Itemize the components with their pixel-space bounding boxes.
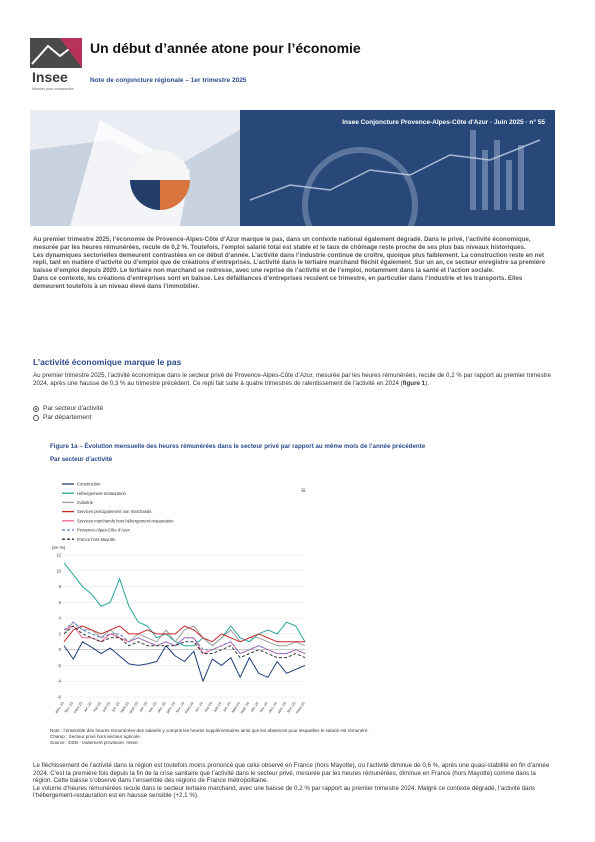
body-text — [33, 762, 555, 800]
section-title: L’activité économique marque le pas — [33, 357, 182, 367]
line-chart — [50, 472, 320, 722]
x-tick-label: juin-24 — [212, 701, 223, 713]
radio-unselected-icon[interactable] — [33, 415, 39, 421]
y-tick-label: 0 — [58, 647, 61, 653]
section-intro — [33, 372, 553, 387]
x-tick-label: oct.-23 — [138, 701, 149, 713]
page-title: Un début d’année atone pour l’économie — [90, 40, 361, 56]
x-tick-label: avr.-23 — [83, 701, 93, 713]
x-tick-label: août-23 — [119, 701, 130, 714]
x-tick-label: juil.-23 — [111, 701, 121, 713]
x-tick-label: févr.-24 — [175, 701, 186, 714]
legend-label: France hors Mayotte — [77, 536, 116, 542]
note-line: Source : DSN - traitement provisoire, Insee. — [50, 740, 139, 746]
figure-title: Figure 1a – Évolution mensuelle des heures rémunérées dans le secteur privé par rapport au même mois de l’année précédente — [50, 443, 426, 450]
x-tick-label: mars-25 — [294, 701, 306, 715]
logo-text: Insee — [32, 69, 68, 85]
y-tick-label: 8 — [58, 584, 61, 590]
y-tick-label: 10 — [56, 568, 61, 574]
summary-paragraph: Au premier trimestre 2025, l’économie de Provence-Alpes-Côte d’Azur marque le pas, dans un contexte national également dégradé. Dans le privé, l’activité économique, mesurée par les heures rémunérées, recule de 0,2 %. Toutefois, l’emploi salarié total est stable et le taux de chômage reste proche de ses plus bas niveaux historiques. — [33, 236, 531, 251]
x-tick-label: mars-23 — [72, 701, 84, 715]
body-paragraph: Le volume d’heures rémunérées recule dans le secteur tertiaire marchand, avec une baisse de 0,2 % par rapport au premier trimestre 2024. Malgré ce contexte dégradé, l’activité dans l’hébergement-restauration est en hausse sensible (+2,1 %). — [33, 784, 536, 800]
series-line — [64, 642, 305, 681]
legend-label: Industrie — [77, 500, 94, 505]
y-tick-label: 12 — [56, 552, 61, 558]
x-tick-label: août-24 — [230, 701, 241, 714]
x-tick-label: déc.-23 — [156, 701, 167, 714]
x-tick-label: févr.-23 — [63, 701, 75, 714]
x-tick-label: mars-24 — [183, 701, 195, 715]
page-subtitle: Note de conjoncture régionale – 1er trimestre 2025 — [90, 77, 247, 84]
x-tick-label: juin-23 — [101, 701, 112, 713]
note-line: Champ : Secteur privé hors secteur agricole. — [50, 734, 141, 740]
figure-subtitle: Par secteur d’activité — [50, 456, 113, 463]
intro-text-end: ). — [425, 379, 429, 387]
legend-label: Construction — [77, 481, 101, 487]
x-tick-label: janv.-25 — [276, 701, 288, 714]
radio-by-sector[interactable] — [33, 404, 103, 413]
summary-block — [33, 236, 553, 291]
y-tick-label: -6 — [57, 694, 61, 700]
x-tick-label: déc.-24 — [267, 701, 279, 714]
legend-label: Provence-Alpes-Côte d’Azur — [77, 527, 130, 533]
radio-label: Par secteur d'activité — [43, 405, 104, 412]
x-tick-label: sept.-24 — [239, 701, 251, 715]
y-tick-label: -2 — [57, 662, 61, 668]
x-tick-label: sept.-23 — [128, 701, 139, 715]
view-selector — [33, 404, 103, 422]
y-tick-label: -4 — [57, 678, 61, 684]
chart-menu-icon: ≡ — [301, 486, 306, 495]
x-tick-label: mai-23 — [92, 701, 102, 713]
summary-paragraph: Les dynamiques sectorielles demeurent contrastées en ce début d’année. L’activité dans l’industrie continue de croître, quoique plus faiblement. La construction reste en net repli, tant en matière d’activité ou d’emploi que de créations d’entreprises. L’activité dans le tertiaire marchand fléchit également. Sur un an, ce secteur enregistre sa première baisse d’emploi depuis 2020. Le tertiaire non marchand se redresse, avec une reprise de l’activité et de l’emploi, notamment dans la santé et l’action sociale. — [33, 251, 546, 274]
radio-label: Par département — [43, 414, 92, 421]
legend-label: Services marchands hors hébergement-restauration — [77, 518, 174, 524]
x-tick-label: nov.-24 — [258, 701, 269, 714]
x-tick-label: févr.-25 — [286, 701, 297, 714]
x-tick-label: nov.-23 — [147, 701, 158, 714]
x-tick-label: juil.-24 — [222, 701, 232, 713]
radio-selected-icon[interactable] — [33, 406, 39, 412]
x-tick-label: oct.-24 — [249, 701, 260, 713]
y-axis-label: (en %) — [52, 545, 66, 550]
banner-image — [30, 110, 555, 226]
x-tick-label: mai-24 — [203, 701, 214, 713]
y-tick-label: 4 — [58, 615, 61, 621]
x-tick-label: avr.-24 — [194, 701, 204, 713]
legend-label: Hébergement-restauration — [77, 490, 126, 496]
insee-logo — [30, 38, 82, 92]
banner-caption: Insee Conjoncture Provence-Alpes-Côte d'Azur · Juin 2025 · n° 55 — [342, 119, 545, 126]
body-paragraph: Le fléchissement de l’activité dans la région est toutefois moins prononcé que celui observé en France (hors Mayotte), où l’activité diminue de 0,6 %, après une quasi-stabilité en fin d’année 2024. C’est la première fois depuis la fin de la crise sanitaire que l’activité dans le secteur privé, mesurée par les heures rémunérées, diminue en France (hors Mayotte) comme dans la région. Cette baisse s’observe dans l’ensemble des régions de France métropolitaine. — [33, 762, 550, 785]
summary-paragraph: Dans ce contexte, les créations d’entreprises sont en baisse. Les défaillances d’entreprises reculent ce trimestre, en particulier dans l’industrie et les transports. Elles demeurent toutefois à un niveau élevé dans l’immobilier. — [33, 275, 523, 290]
logo-tagline: Mesurer pour comprendre — [32, 87, 74, 91]
x-tick-label: janv.-23 — [54, 701, 65, 714]
legend-label: Services principalement non marchands — [77, 509, 152, 515]
figure-link[interactable]: figure 1 — [402, 379, 426, 387]
note-line: Note : l’ensemble des heures rémunérées des salariés y compris les heures supplémentaires ainsi que les absences pour lesquelles le salarié est rémunéré. — [50, 728, 369, 733]
intro-text: Au premier trimestre 2025, l’activité économique dans le secteur privé de Provence-Alpes-Côte d’Azur, mesurée par les heures rémunérées, recule de 0,2 % par rapport au premier trimestre 2024, après une hausse de 0,3 % au trimestre précédent. Ce repli fait suite à quatre trimestres de ralentissement de l’activité en 2024 ( — [33, 372, 551, 387]
y-tick-label: 6 — [58, 599, 61, 605]
figure-notes — [50, 728, 570, 747]
radio-by-department[interactable] — [33, 413, 103, 422]
x-tick-label: janv.-24 — [165, 701, 177, 714]
y-tick-label: 2 — [58, 631, 61, 637]
